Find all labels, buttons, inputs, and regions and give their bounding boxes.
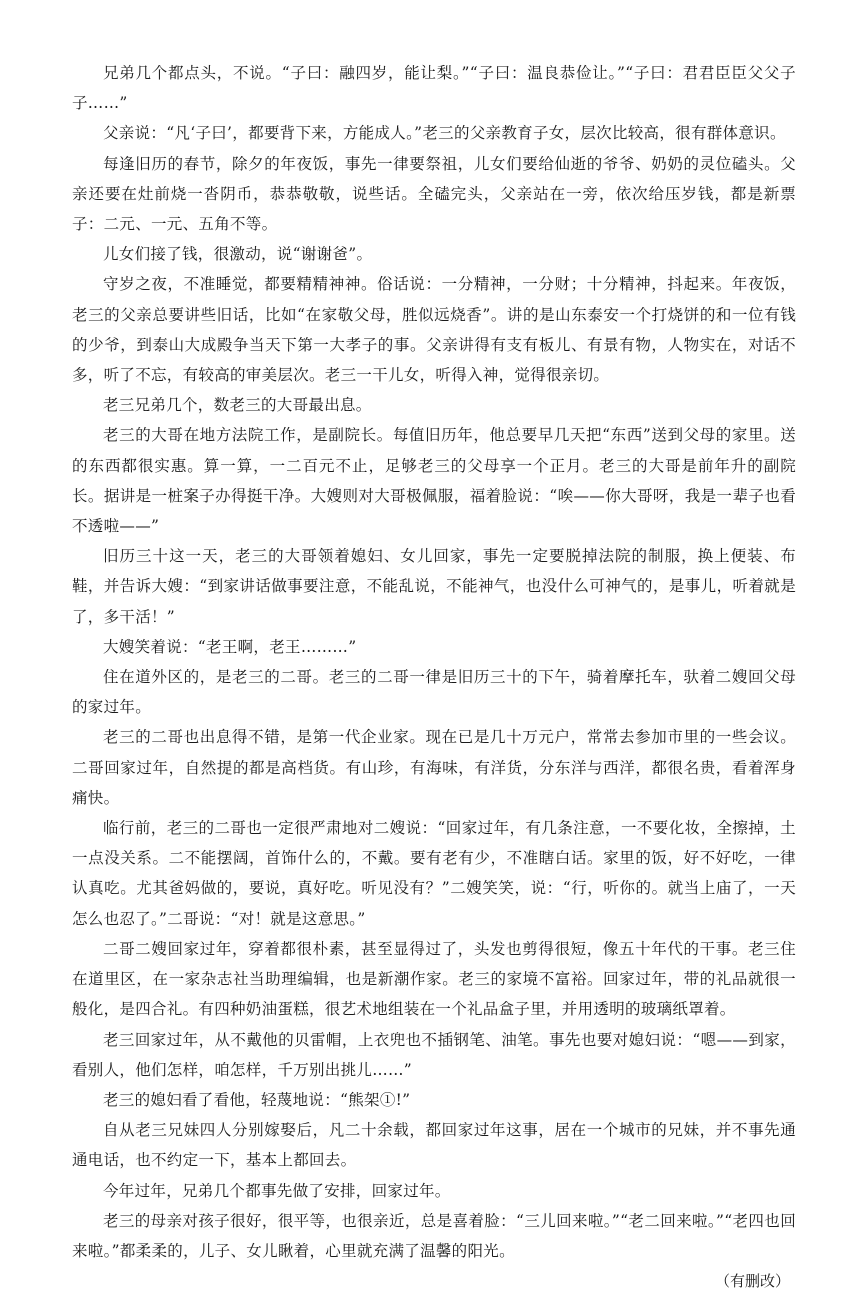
paragraph: 守岁之夜，不准睡觉，都要精精神神。俗话说：一分精神，一分财；十分精神，抖起来。年夜饭，老三的父亲总要讲些旧话，比如“在家敬父母，胜似远烧香”。讲的是山东泰安一个打烧饼的和一位有钱的少爷，到泰山大成殿争当天下第一大孝子的事。父亲讲得有支有板儿、有景有物，人物实在，对话不多，听了不忘，有较高的审美层次。老三一干儿女，听得入神，觉得很亲切。 <box>72 275 796 385</box>
paragraph: 今年过年，兄弟几个都事先做了安排，回家过年。 <box>103 1181 451 1200</box>
paragraph: 老三回家过年，从不戴他的贝雷帽，上衣兜也不插钢笔、油笔。事先也要对媳妇说：“嗯——到家，看别人，他们怎样，咱怎样，千万别出挑儿……” <box>72 1030 796 1079</box>
paragraph: 老三的二哥也出息得不错，是第一代企业家。现在已是几十万元户，常常去参加市里的一些会议。二哥回家过年，自然提的都是高档货。有山珍，有海味，有洋货，分东洋与西洋，都很名贵，看着浑身痛快。 <box>72 728 796 807</box>
paragraph: 兄弟几个都点头，不说。“子曰：融四岁，能让梨。”“子曰：温良恭俭让。”“子曰：君君臣臣父父子子……” <box>72 64 796 113</box>
paragraph: 老三的大哥在地方法院工作，是副院长。每值旧历年，他总要早几天把“东西”送到父母的家里。送的东西都很实惠。算一算，一二百元不止，足够老三的父母享一个正月。老三的大哥是前年升的副院长。据讲是一桩案子办得挺干净。大嫂则对大哥极佩服，福着脸说：“唉——你大哥呀，我是一辈子也看不透啦——” <box>72 426 796 536</box>
paragraph: 二哥二嫂回家过年，穿着都很朴素，甚至显得过了，头发也剪得很短，像五十年代的干事。老三住在道里区，在一家杂志社当助理编辑，也是新潮作家。老三的家境不富裕。回家过年，带的礼品就很一般化，是四合礼。有四种奶油蛋糕，很艺术地组装在一个礼品盒子里，并用透明的玻璃纸罩着。 <box>72 939 796 1019</box>
paragraph: 临行前，老三的二哥也一定很严肃地对二嫂说：“回家过年，有几条注意，一不要化妆，全擦掉，土一点没关系。二不能摆阔，首饰什么的，不戴。要有老有少，不准瞎白话。家里的饭，好不好吃，一律认真吃。尤其爸妈做的，要说，真好吃。听见没有？”二嫂笑笑，说：“行，听你的。就当上庙了，一天怎么也忍了。”二哥说：“对！就是这意思。” <box>72 819 796 928</box>
paragraph: 父亲说：“凡‘子曰’，都要背下来，方能成人。”老三的父亲教育子女，层次比较高，很有群体意识。 <box>103 124 786 143</box>
paragraph: 住在道外区的，是老三的二哥。老三的二哥一律是旧历三十的下午，骑着摩托车，驮着二嫂回父母的家过年。 <box>72 668 796 717</box>
paragraph: 老三的母亲对孩子很好，很平等，也很亲近，总是喜着脸：“三儿回来啦。”“老二回来啦。”“老四也回来啦。”都柔柔的，儿子、女儿瞅着，心里就充满了温馨的阳光。 <box>72 1211 796 1260</box>
paragraph: 大嫂笑着说：“老王啊，老王………” <box>103 637 357 656</box>
paragraph: 儿女们接了钱，很激动，说“谢谢爸”。 <box>103 245 373 264</box>
paragraph: 老三的媳妇看了看他，轻蔑地说：“熊架①!” <box>103 1090 411 1109</box>
paragraph: 老三兄弟几个，数老三的大哥最出息。 <box>103 396 372 415</box>
paragraph: 旧历三十这一天，老三的大哥领着媳妇、女儿回家，事先一定要脱掉法院的制服，换上便装、布鞋，并告诉大嫂：“到家讲话做事要注意，不能乱说，不能神气，也没什么可神气的，是事儿，听着就是了，多干活！” <box>72 547 796 626</box>
document-page <box>72 58 796 1296</box>
paragraph: 每逢旧历的春节，除夕的年夜饭，事先一律要祭祖，儿女们要给仙逝的爷爷、奶奶的灵位磕头。父亲还要在灶前烧一沓阴币，恭恭敬敬，说些话。全磕完头，父亲站在一旁，依次给压岁钱，都是新票子：二元、一元、五角不等。 <box>72 154 796 234</box>
paragraph: 自从老三兄妹四人分别嫁娶后，凡二十余载，都回家过年这事，居在一个城市的兄妹，并不事先通通电话，也不约定一下，基本上都回去。 <box>72 1121 796 1170</box>
source-note: （有删改） <box>714 1272 790 1291</box>
